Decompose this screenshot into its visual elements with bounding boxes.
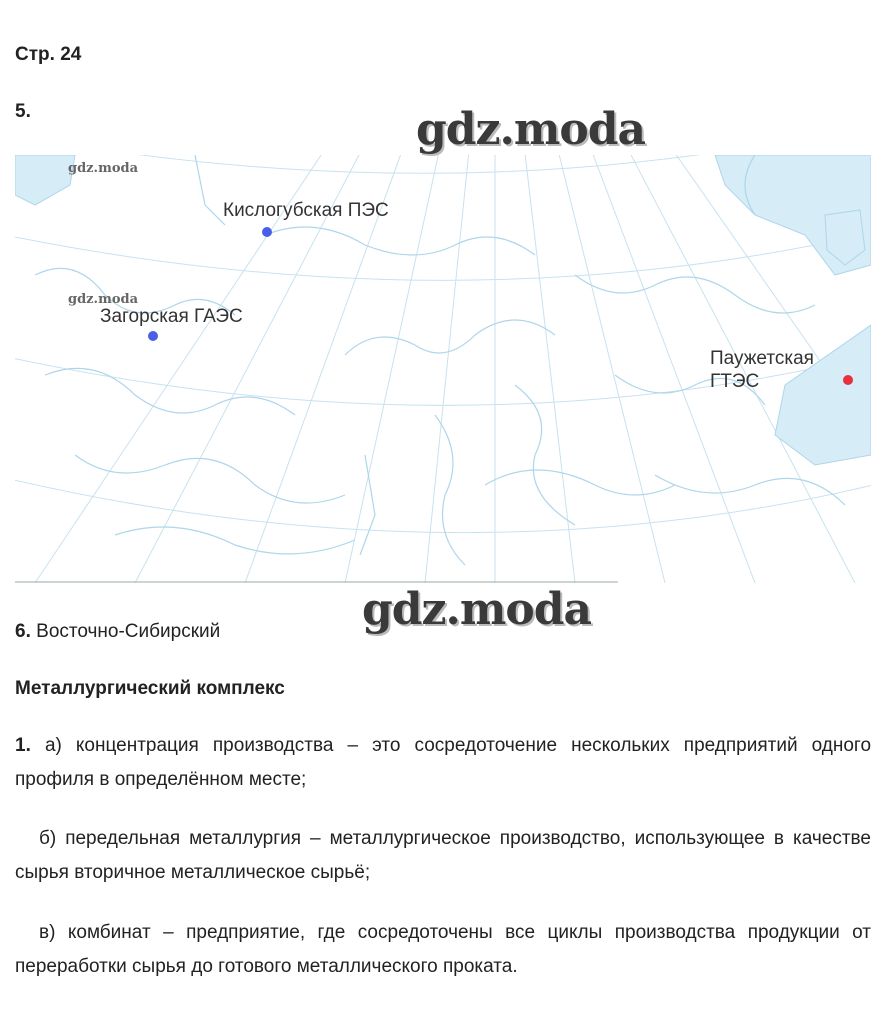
marker-kislogubskaya — [262, 227, 272, 237]
task-1-a — [15, 729, 871, 797]
map-watermark-2: gdz.moda — [68, 292, 139, 307]
page-heading: Стр. 24 — [15, 44, 82, 65]
task-6 — [15, 621, 220, 643]
label-pauzhetskaya-line2: ГТЭС — [710, 371, 760, 392]
task-5-number: 5. — [15, 101, 31, 122]
label-zagorskaya: Загорская ГАЭС — [100, 306, 243, 327]
task-1-b-text: б) передельная металлургия – металлургическое производство, использующее в качестве сырья вторичное металлическое сырьё; — [15, 828, 871, 883]
map-watermark-1: gdz.moda — [68, 161, 139, 176]
label-pauzhetskaya-line1: Паужетская — [710, 348, 814, 369]
watermark-middle: gdz.moda — [362, 584, 592, 635]
task-6-number: 6. — [15, 621, 31, 642]
task-6-answer: Восточно-Сибирский — [36, 621, 221, 642]
label-kislogubskaya: Кислогубская ПЭС — [223, 200, 389, 221]
contour-map — [15, 155, 871, 583]
task-1-c-text: в) комбинат – предприятие, где сосредоточены все циклы производства продукции от переработки сырья до готового металлического проката. — [15, 922, 871, 977]
marker-zagorskaya — [148, 331, 158, 341]
section-title: Металлургический комплекс — [15, 678, 285, 699]
marker-pauzhetskaya — [843, 375, 853, 385]
task-1-a-text: а) концентрация производства – это сосредоточение нескольких предприятий одного профиля в определённом месте; — [15, 735, 872, 790]
watermark-top: gdz.moda — [416, 104, 646, 155]
task-1-number: 1. — [15, 735, 31, 756]
